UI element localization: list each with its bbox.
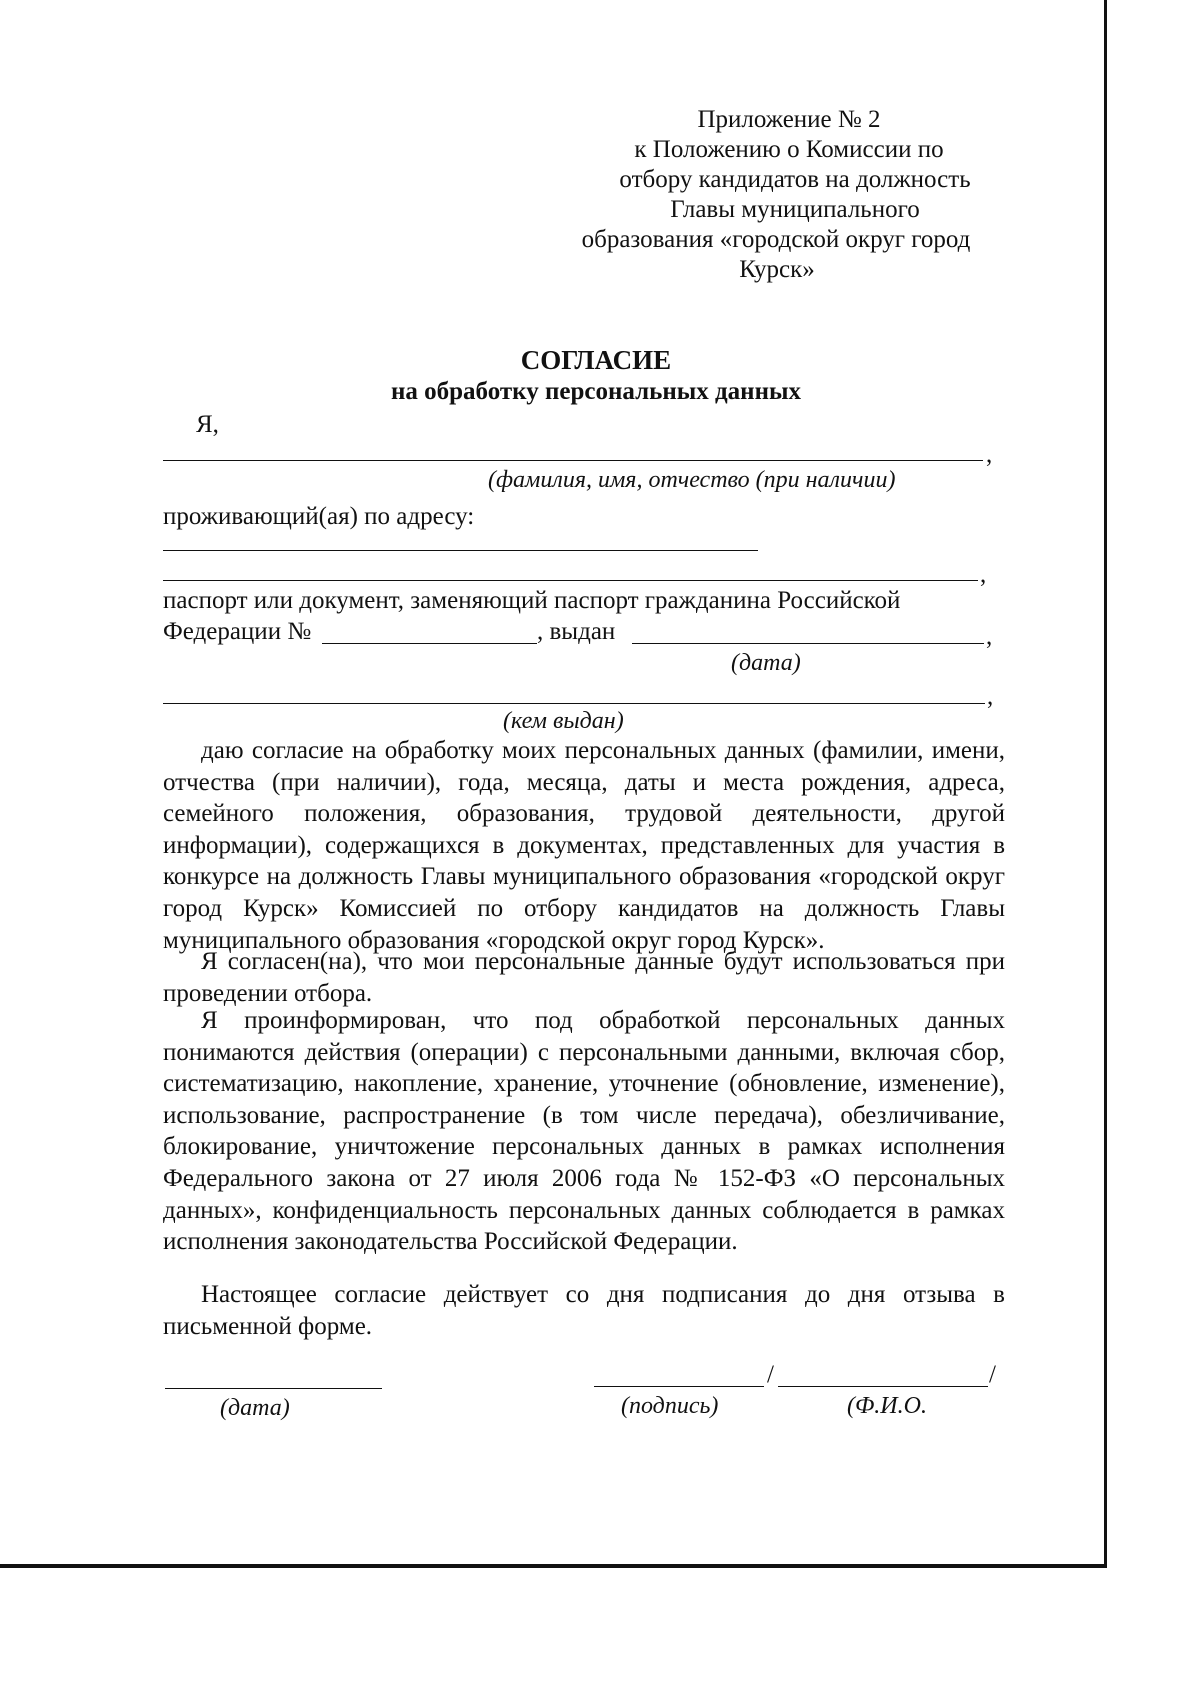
- address-line-1: [163, 550, 758, 551]
- date-sign-line: [165, 1388, 382, 1389]
- document-title: СОГЛАСИЕ: [520, 345, 672, 375]
- consent-paragraph-2: Я согласен(на), что мои персональные данные будут использоваться при проведении отбора.: [163, 948, 1005, 1007]
- scan-border-bottom: [0, 1564, 1107, 1568]
- signature-hint: (подпись): [621, 1393, 719, 1419]
- consent-paragraph-4: Настоящее согласие действует со дня подписания до дня отзыва в письменной форме.: [163, 1281, 1005, 1340]
- fio-line: [163, 460, 983, 461]
- passport-label: паспорт или документ, заменяющий паспорт гражданина Российской: [163, 587, 901, 614]
- signature-line: [594, 1386, 764, 1387]
- fio-hint: (фамилия, имя, отчество (при наличии): [488, 467, 896, 493]
- comma: ,: [986, 623, 993, 650]
- header-line-1: Приложение № 2: [697, 106, 881, 133]
- passport-number-prefix: Федерации №: [163, 618, 312, 645]
- passport-number-line: [322, 643, 537, 644]
- date-hint: (дата): [731, 650, 801, 676]
- slash: /: [767, 1361, 774, 1388]
- comma: ,: [986, 441, 993, 468]
- header-line-2: к Положению о Комиссии по: [634, 136, 944, 163]
- fio-sign-hint: (Ф.И.О.: [847, 1393, 927, 1419]
- scan-border-right: [1104, 0, 1107, 1568]
- issued-label: , выдан: [537, 618, 616, 645]
- slash: /: [989, 1361, 996, 1388]
- header-line-4: Главы муниципального: [670, 196, 920, 223]
- issuer-hint: (кем выдан): [503, 708, 624, 734]
- document-subtitle: на обработку персональных данных: [391, 378, 801, 405]
- consent-paragraph-1: даю согласие на обработку моих персональных данных (фамилии, имени, отчества (при наличии), года, месяца, даты и места рождения, адреса, семейного положения, образования, трудовой деятельности, другой информации), содержащихся в документах, представленных для участия в конкурсе на должность Главы муниципального образования «городской округ город Курск» Комиссией по отбору кандидатов на должность Главы муниципального образования «городской округ город Курск».: [163, 737, 1005, 954]
- address-line-2: [163, 580, 978, 581]
- issuer-line: [163, 703, 985, 704]
- address-label: проживающий(ая) по адресу:: [163, 503, 475, 530]
- date-sign-hint: (дата): [220, 1395, 290, 1421]
- comma: ,: [987, 683, 994, 710]
- header-line-3: отбору кандидатов на должность: [619, 166, 971, 193]
- fio-sign-line: [778, 1386, 988, 1387]
- comma: ,: [980, 561, 987, 588]
- consent-paragraph-3: Я проинформирован, что под обработкой персональных данных понимаются действия (операции) с персональными данными, включая сбор, систематизацию, накопление, хранение, уточнение (обновление, изменение), использование, распространение (в том числе передача), обезличивание, блокирование, уничтожение персональных данных в рамках исполнения Федерального закона от 27 июля 2006 года № 152-ФЗ «О персональных данных», конфиденциальность персональных данных соблюдается в рамках исполнения законодательства Российской Федерации.: [163, 1007, 1005, 1256]
- ya-label: Я,: [196, 411, 219, 438]
- issue-date-line: [632, 643, 984, 644]
- header-line-5: образования «городской округ город: [581, 226, 971, 253]
- header-line-6: Курск»: [739, 256, 815, 283]
